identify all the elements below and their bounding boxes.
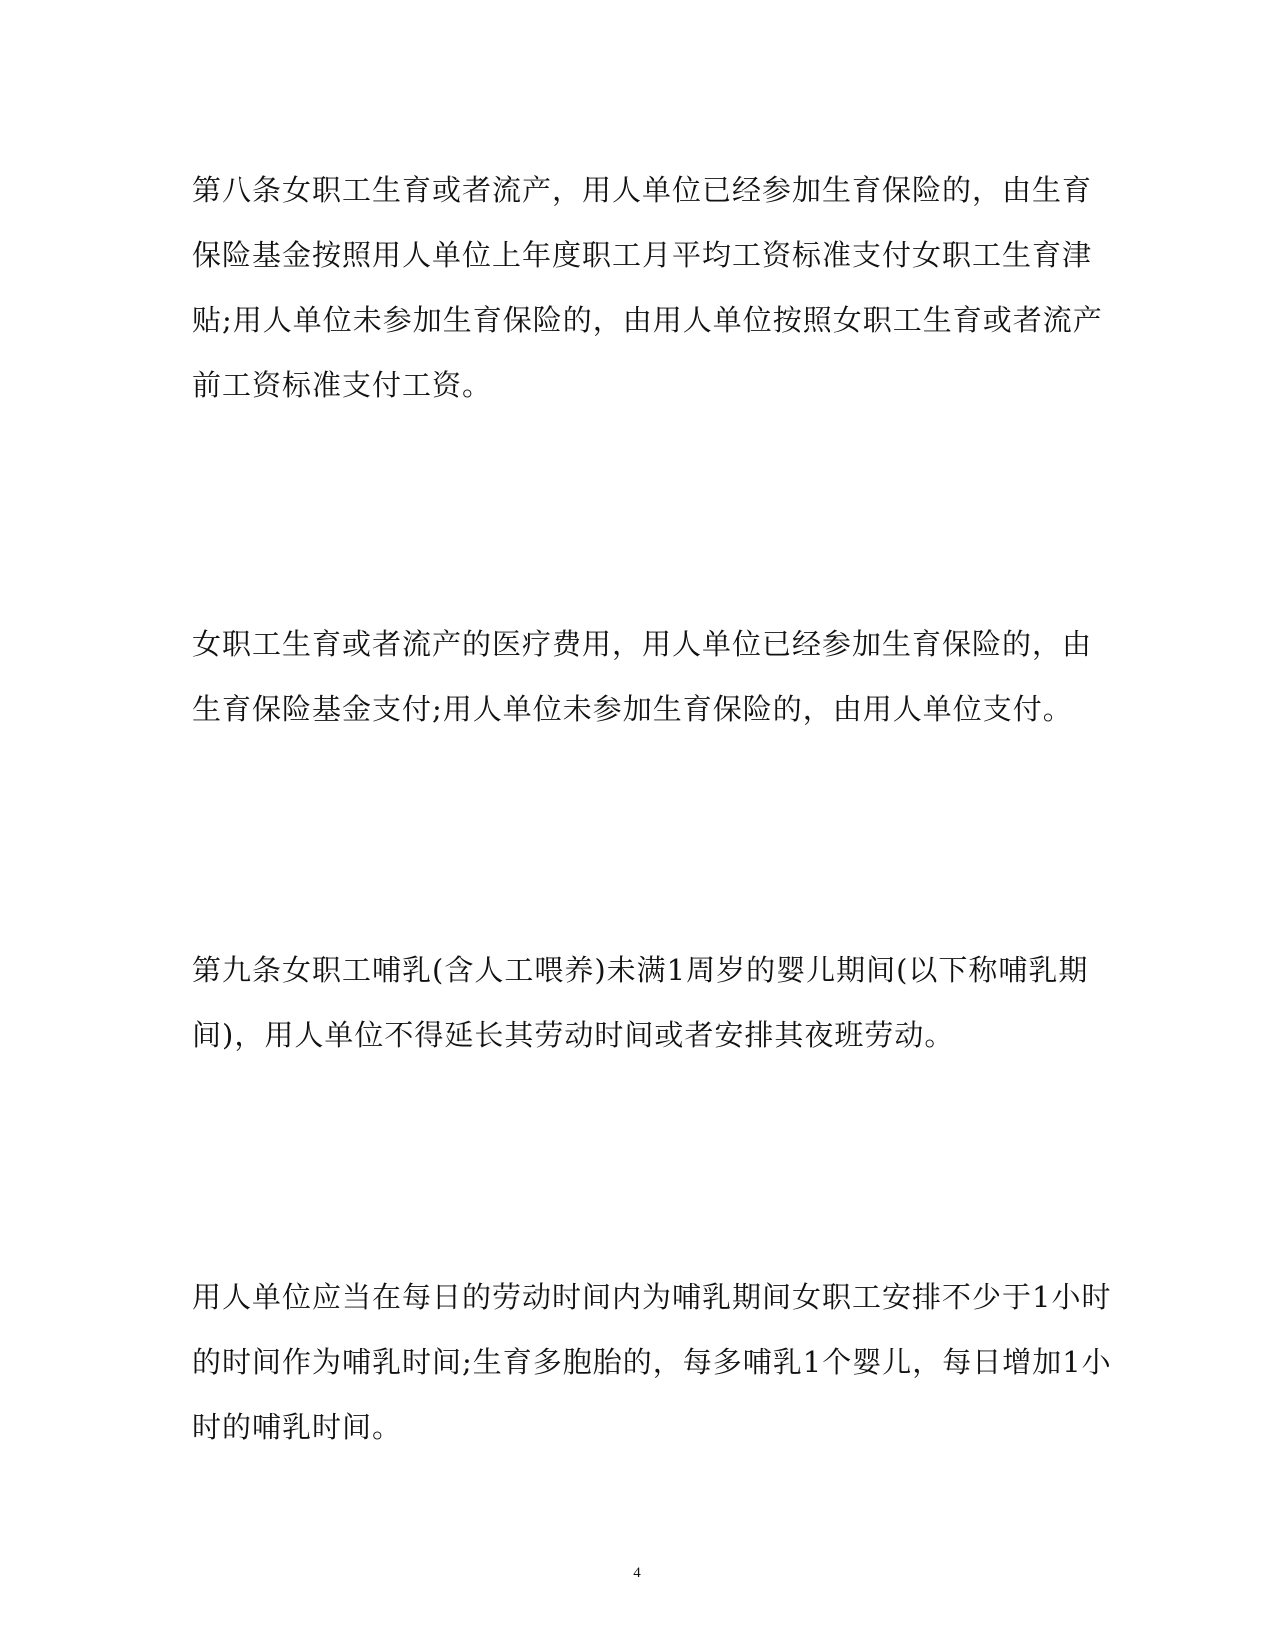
text-line: 第八条女职工生育或者流产，用人单位已经参加生育保险的，由生育	[192, 173, 1093, 207]
text-line: 时的哺乳时间。	[192, 1410, 403, 1444]
text-line: 间)，用人单位不得延长其劳动时间或者安排其夜班劳动。	[192, 1018, 955, 1052]
paragraph-nursing-time	[192, 1265, 1112, 1460]
paragraph-medical-expenses	[192, 612, 1092, 742]
text-line: 保险基金按照用人单位上年度职工月平均工资标准支付女职工生育津	[192, 238, 1093, 272]
paragraph-article-8	[192, 158, 1103, 418]
text-line: 贴;用人单位未参加生育保险的，由用人单位按照女职工生育或者流产	[192, 303, 1103, 337]
text-line: 女职工生育或者流产的医疗费用，用人单位已经参加生育保险的，由	[192, 627, 1093, 661]
text-line: 的时间作为哺乳时间;生育多胞胎的，每多哺乳1个婴儿，每日增加1小	[192, 1345, 1112, 1379]
page-number: 4	[633, 1565, 641, 1581]
paragraph-article-9	[192, 938, 1092, 1068]
text-line: 第九条女职工哺乳(含人工喂养)未满1周岁的婴儿期间(以下称哺乳期	[192, 953, 1089, 987]
text-line: 前工资标准支付工资。	[192, 368, 493, 402]
text-line: 生育保险基金支付;用人单位未参加生育保险的，由用人单位支付。	[192, 692, 1073, 726]
text-line: 用人单位应当在每日的劳动时间内为哺乳期间女职工安排不少于1小时	[192, 1280, 1112, 1314]
